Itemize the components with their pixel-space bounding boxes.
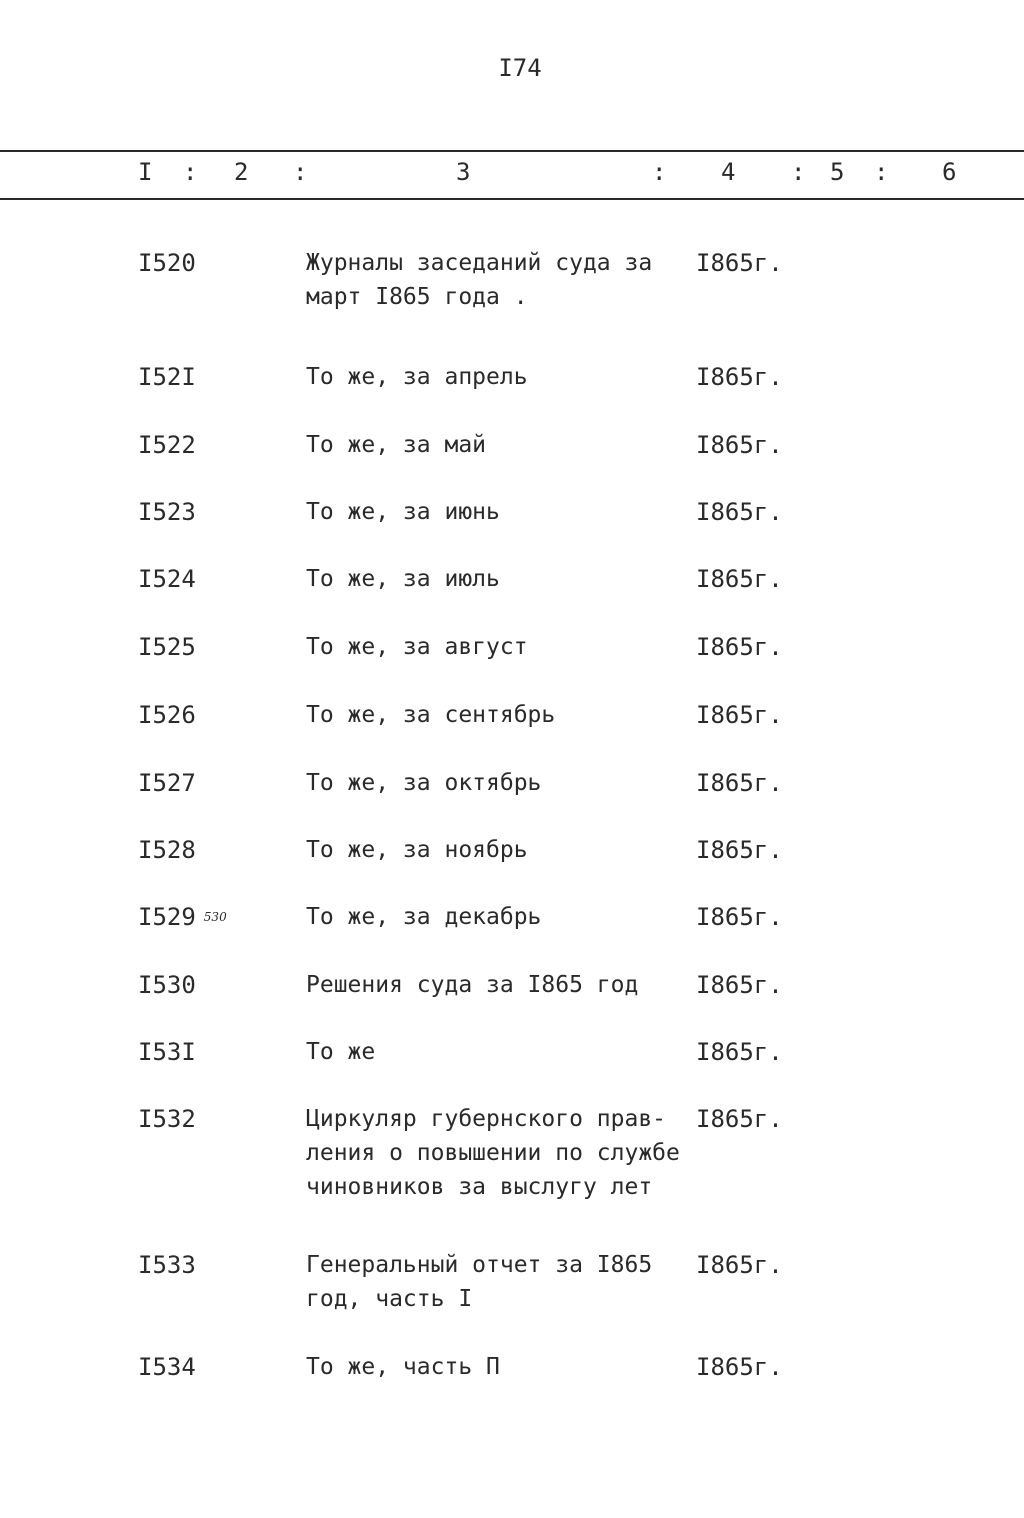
item-title: То же, за май xyxy=(306,432,487,458)
item-number xyxy=(138,900,227,934)
item-date: I865г. xyxy=(696,565,783,593)
item-title: Генеральный отчет за I865 год, часть I xyxy=(306,1252,653,1312)
item-number: I526 xyxy=(138,701,196,729)
item-title: Решения суда за I865 год xyxy=(306,972,639,998)
item-number: I534 xyxy=(138,1353,196,1381)
column-header-3: 3 xyxy=(456,158,471,186)
item-number: I524 xyxy=(138,565,196,593)
page-number: I74 xyxy=(498,54,542,82)
column-header-1: I xyxy=(138,158,153,186)
item-title: То же, за октябрь xyxy=(306,770,542,796)
item-title: Журналы заседаний суда за март I865 года . xyxy=(306,250,653,310)
item-date: I865г. xyxy=(696,971,783,999)
table-top-rule xyxy=(0,150,1024,152)
item-title: То же, за декабрь xyxy=(306,904,542,930)
column-separator: : xyxy=(791,158,806,186)
table-header-rule xyxy=(0,198,1024,200)
item-date: I865г. xyxy=(696,633,783,661)
item-date: I865г. xyxy=(696,249,783,277)
item-date: I865г. xyxy=(696,1251,783,1279)
column-separator: : xyxy=(652,158,667,186)
item-number: I522 xyxy=(138,431,196,459)
item-date: I865г. xyxy=(696,498,783,526)
item-title: То же, за август xyxy=(306,634,528,660)
item-title: То же, за июль xyxy=(306,566,500,592)
handwritten-note: 530 xyxy=(203,910,227,924)
item-date: I865г. xyxy=(696,431,783,459)
item-date: I865г. xyxy=(696,701,783,729)
item-date: I865г. xyxy=(696,769,783,797)
column-separator: : xyxy=(874,158,889,186)
item-title: То же, за ноябрь xyxy=(306,837,528,863)
column-header-6: 6 xyxy=(942,158,957,186)
item-number: I523 xyxy=(138,498,196,526)
item-date: I865г. xyxy=(696,836,783,864)
item-number: I532 xyxy=(138,1105,196,1133)
column-separator: : xyxy=(293,158,308,186)
item-number: I533 xyxy=(138,1251,196,1279)
item-date: I865г. xyxy=(696,903,783,931)
item-date: I865г. xyxy=(696,363,783,391)
item-number: I520 xyxy=(138,249,196,277)
column-header-5: 5 xyxy=(830,158,845,186)
item-date: I865г. xyxy=(696,1353,783,1381)
item-title: То же, за сентябрь xyxy=(306,702,556,728)
item-title: То же, за июнь xyxy=(306,499,500,525)
column-separator: : xyxy=(183,158,198,186)
item-number: I528 xyxy=(138,836,196,864)
item-number: I52I xyxy=(138,363,196,391)
column-header-2: 2 xyxy=(234,158,249,186)
item-number-text: I529 xyxy=(138,903,196,931)
item-title: То же, часть П xyxy=(306,1354,500,1380)
item-number: I53I xyxy=(138,1038,196,1066)
item-number: I525 xyxy=(138,633,196,661)
item-title: Циркуляр губернского прав- ления о повышении по службе чиновников за выслугу лет xyxy=(306,1106,680,1200)
column-header-4: 4 xyxy=(721,158,736,186)
item-date: I865г. xyxy=(696,1105,783,1133)
item-title: То же xyxy=(306,1039,376,1065)
item-date: I865г. xyxy=(696,1038,783,1066)
item-number: I530 xyxy=(138,971,196,999)
item-title: То же, за апрель xyxy=(306,364,528,390)
item-number: I527 xyxy=(138,769,196,797)
